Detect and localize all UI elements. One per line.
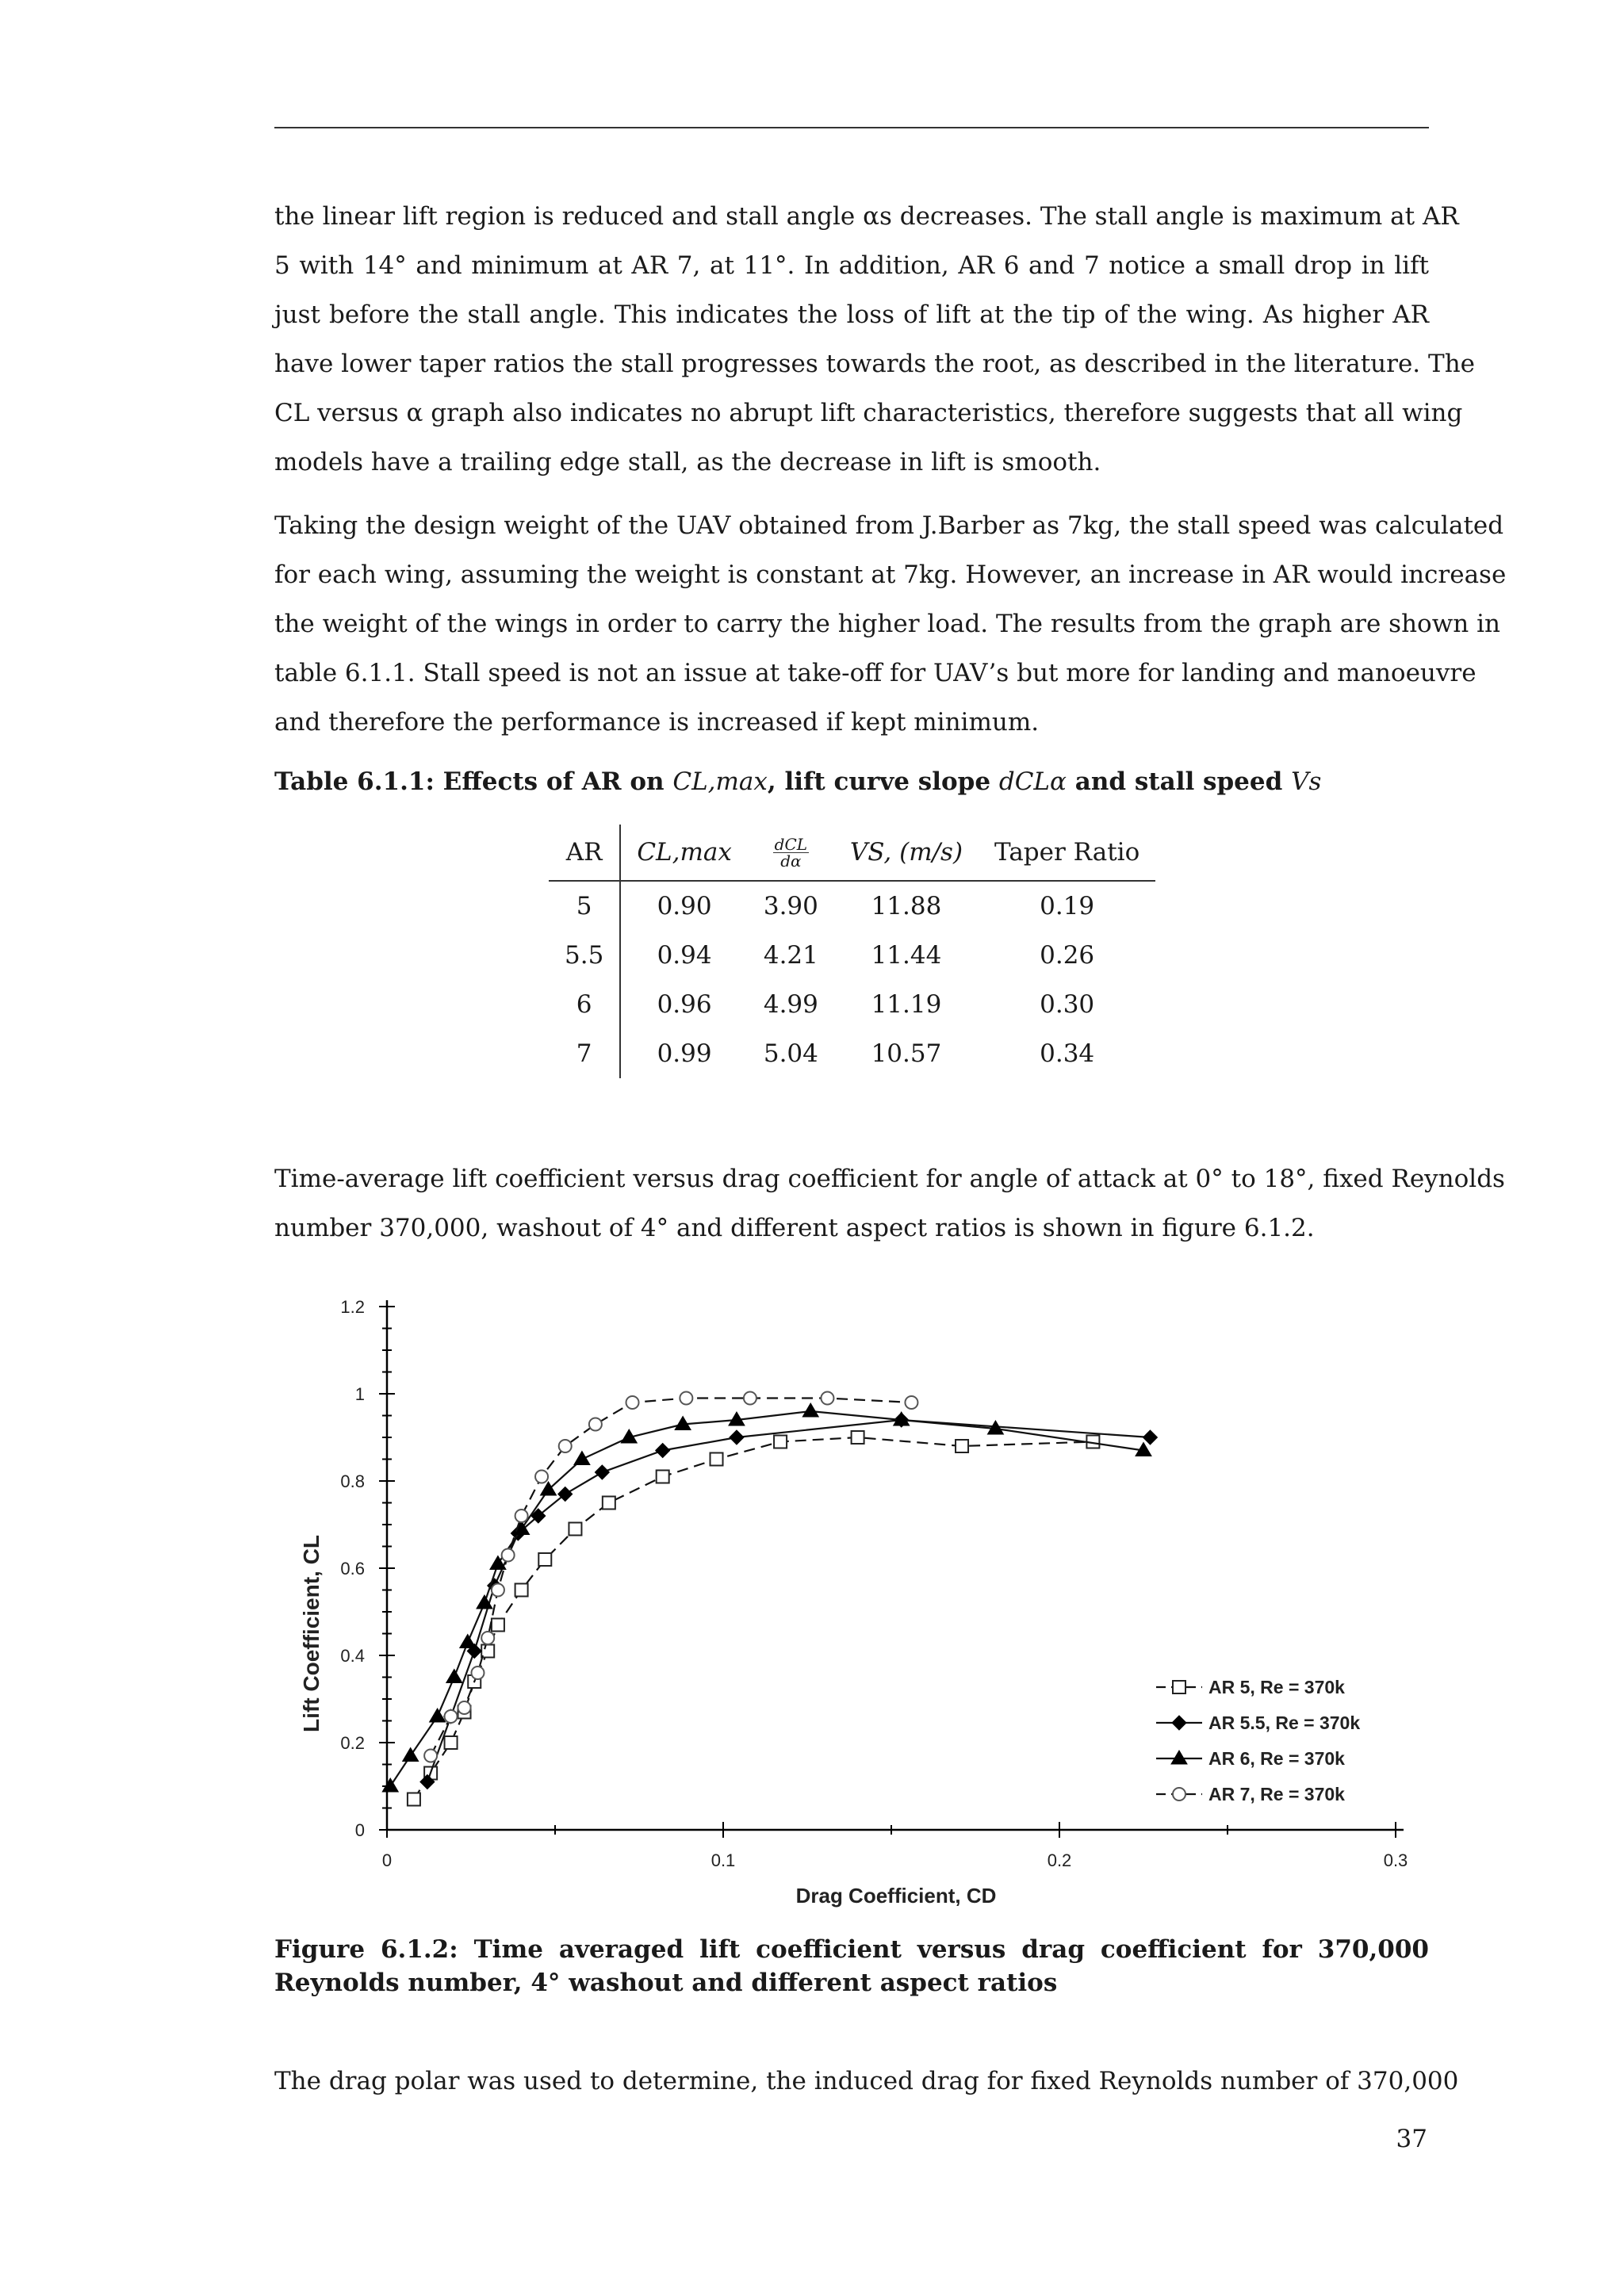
legend-label: AR 5, Re = 370k xyxy=(1208,1677,1345,1697)
lift-drag-chart xyxy=(270,1261,1411,1919)
data-point-series-4 xyxy=(905,1396,917,1409)
data-point-series-1 xyxy=(603,1497,615,1510)
header-stall-speed: VS, (m/s) xyxy=(849,838,963,867)
text-line: CL versus α graph also indicates no abrupt lift characteristics, therefore suggests that all wing xyxy=(274,399,1463,427)
data-point-series-3 xyxy=(430,1709,446,1722)
header-cl-max: CL,max xyxy=(637,838,732,867)
x-tick-label: 0.3 xyxy=(1383,1850,1408,1870)
text-line: for each wing, assuming the weight is constant at 7kg. However, an increase in AR would increase xyxy=(274,561,1507,589)
data-point-series-3 xyxy=(514,1521,530,1535)
x-tick-label: 0 xyxy=(381,1850,393,1870)
table-row xyxy=(549,980,1155,1029)
data-point-series-3 xyxy=(382,1778,398,1792)
text-line: models have a trailing edge stall, as the decrease in lift is smooth. xyxy=(274,448,1101,476)
table-cell: 11.88 xyxy=(871,892,942,920)
table-cell: 5.5 xyxy=(549,931,620,980)
y-axis-label: Lift Coefficient, CL xyxy=(299,1535,324,1732)
data-point-series-4 xyxy=(445,1710,458,1723)
text-line: have lower taper ratios the stall progresses towards the root, as described in the literature. The xyxy=(274,350,1476,378)
text-line: The drag polar was used to determine, the induced drag for fixed Reynolds number of 370,000 xyxy=(274,2067,1459,2095)
x-axis-label: Drag Coefficient, CD xyxy=(795,1884,997,1908)
data-point-series-1 xyxy=(481,1645,494,1658)
table-cell: 0.99 xyxy=(657,1039,712,1068)
text-line: and therefore the performance is increased if kept minimum. xyxy=(274,708,1040,737)
header-taper-ratio: Taper Ratio xyxy=(994,838,1140,867)
table-cell: 3.90 xyxy=(763,892,818,920)
data-point-series-2 xyxy=(595,1465,609,1479)
data-point-series-1 xyxy=(515,1584,528,1597)
results-table xyxy=(549,825,1155,1078)
page-number: 37 xyxy=(1396,2125,1427,2153)
table-cell: 0.26 xyxy=(1040,941,1095,970)
paragraph-stall-speed xyxy=(274,501,1507,747)
table-cell: 5.04 xyxy=(763,1039,818,1068)
series-line-4 xyxy=(431,1399,911,1756)
x-tick-label: 0.2 xyxy=(1047,1850,1072,1870)
legend-marker xyxy=(1173,1788,1185,1800)
data-point-series-4 xyxy=(424,1750,437,1762)
data-point-series-4 xyxy=(471,1667,484,1679)
paragraph-drag-polar xyxy=(274,2057,1459,2106)
table-cell: 7 xyxy=(549,1029,620,1078)
header-rule xyxy=(274,127,1429,128)
y-tick-label: 1 xyxy=(354,1384,365,1404)
data-point-series-4 xyxy=(515,1510,528,1522)
table-cell: 6 xyxy=(549,980,620,1029)
legend-marker xyxy=(1173,1681,1185,1693)
y-tick-label: 0.2 xyxy=(340,1733,365,1753)
data-point-series-1 xyxy=(956,1440,968,1452)
data-point-series-1 xyxy=(569,1523,581,1536)
data-point-series-2 xyxy=(1143,1430,1157,1445)
text-line: Time-average lift coefficient versus drag coefficient for angle of attack at 0° to 18°, fixed Reynolds xyxy=(274,1165,1505,1193)
data-point-series-4 xyxy=(535,1471,548,1483)
table-cell: 0.90 xyxy=(657,892,712,920)
data-point-series-1 xyxy=(538,1553,551,1566)
data-point-series-4 xyxy=(744,1392,756,1405)
legend-label: AR 7, Re = 370k xyxy=(1208,1784,1345,1804)
data-point-series-2 xyxy=(656,1444,670,1458)
data-point-series-4 xyxy=(680,1392,692,1405)
caption-line: Figure 6.1.2: Time averaged lift coefficient versus drag coefficient for 370,000 xyxy=(274,1935,1429,1964)
table-cell: 0.96 xyxy=(657,990,712,1019)
data-point-series-4 xyxy=(481,1632,494,1644)
data-point-series-2 xyxy=(730,1430,744,1445)
data-point-series-1 xyxy=(852,1431,864,1444)
table-cell: 5 xyxy=(549,881,620,931)
data-point-series-1 xyxy=(445,1736,458,1749)
y-tick-label: 0.4 xyxy=(340,1646,365,1666)
table-cell: 11.19 xyxy=(871,990,942,1019)
header-lift-slope: $\frac{\text{dCL}}{d\alpha}$ xyxy=(774,834,808,871)
legend-marker xyxy=(1171,1751,1187,1764)
data-point-series-4 xyxy=(502,1549,515,1562)
table-row xyxy=(549,931,1155,980)
data-point-series-1 xyxy=(710,1453,723,1466)
y-tick-label: 1.2 xyxy=(340,1297,365,1317)
table-cell: 4.99 xyxy=(763,990,818,1019)
table-cell: 10.57 xyxy=(871,1039,942,1068)
data-point-series-3 xyxy=(460,1635,476,1648)
series-line-1 xyxy=(414,1437,1094,1800)
series-line-3 xyxy=(390,1411,1143,1786)
table-cell: 4.21 xyxy=(763,941,818,970)
table-header-row xyxy=(549,825,1155,881)
paragraph-figure-intro xyxy=(274,1154,1505,1253)
text-line: 5 with 14° and minimum at AR 7, at 11°. In addition, AR 6 and 7 notice a small drop in lift xyxy=(274,251,1429,280)
data-point-series-1 xyxy=(657,1471,669,1483)
legend-label: AR 6, Re = 370k xyxy=(1208,1748,1345,1769)
data-point-series-1 xyxy=(408,1793,420,1806)
table-row xyxy=(549,881,1155,931)
data-point-series-3 xyxy=(802,1403,818,1417)
data-point-series-4 xyxy=(626,1396,639,1409)
text-line: the linear lift region is reduced and stall angle αs decreases. The stall angle is maximum at AR xyxy=(274,202,1459,231)
text-line: number 370,000, washout of 4° and different aspect ratios is shown in figure 6.1.2. xyxy=(274,1214,1315,1242)
data-point-series-3 xyxy=(446,1670,462,1683)
text-line: the weight of the wings in order to carry the higher load. The results from the graph are shown in xyxy=(274,610,1500,638)
paragraph-stall-angle xyxy=(274,192,1476,487)
table-cell: 11.44 xyxy=(871,941,942,970)
data-point-series-4 xyxy=(821,1392,833,1405)
data-point-series-1 xyxy=(492,1619,504,1632)
table-caption: Table 6.1.1: Effects of AR on CL,max, lift curve slope dCLα and stall speed Vs xyxy=(274,767,1322,796)
table-row xyxy=(549,1029,1155,1078)
caption-line: Reynolds number, 4° washout and different aspect ratios xyxy=(274,1969,1058,1997)
legend-label: AR 5.5, Re = 370k xyxy=(1208,1712,1361,1733)
text-line: Taking the design weight of the UAV obtained from J.Barber as 7kg, the stall speed was calculated xyxy=(274,511,1504,540)
data-point-series-4 xyxy=(559,1440,572,1452)
x-tick-label: 0.1 xyxy=(710,1850,736,1870)
data-point-series-4 xyxy=(458,1701,471,1714)
data-point-series-4 xyxy=(589,1418,602,1431)
table-cell: 0.30 xyxy=(1040,990,1095,1019)
data-point-series-1 xyxy=(774,1436,787,1448)
y-tick-label: 0.6 xyxy=(340,1559,365,1578)
data-point-series-3 xyxy=(574,1452,590,1465)
text-line: just before the stall angle. This indicates the loss of lift at the tip of the wing. As higher AR xyxy=(274,300,1429,329)
y-tick-label: 0.8 xyxy=(340,1471,365,1491)
figure-caption xyxy=(274,1933,1429,1999)
legend-marker xyxy=(1172,1716,1186,1730)
table-cell: 0.19 xyxy=(1040,892,1095,920)
y-tick-label: 0 xyxy=(354,1820,365,1840)
table-cell: 0.94 xyxy=(657,941,712,970)
data-point-series-3 xyxy=(403,1748,419,1762)
text-line: table 6.1.1. Stall speed is not an issue at take-off for UAV’s but more for landing and manoeuvre xyxy=(274,659,1477,687)
table-cell: 0.34 xyxy=(1040,1039,1095,1068)
header-ar: AR xyxy=(549,825,620,881)
data-point-series-4 xyxy=(492,1584,504,1597)
